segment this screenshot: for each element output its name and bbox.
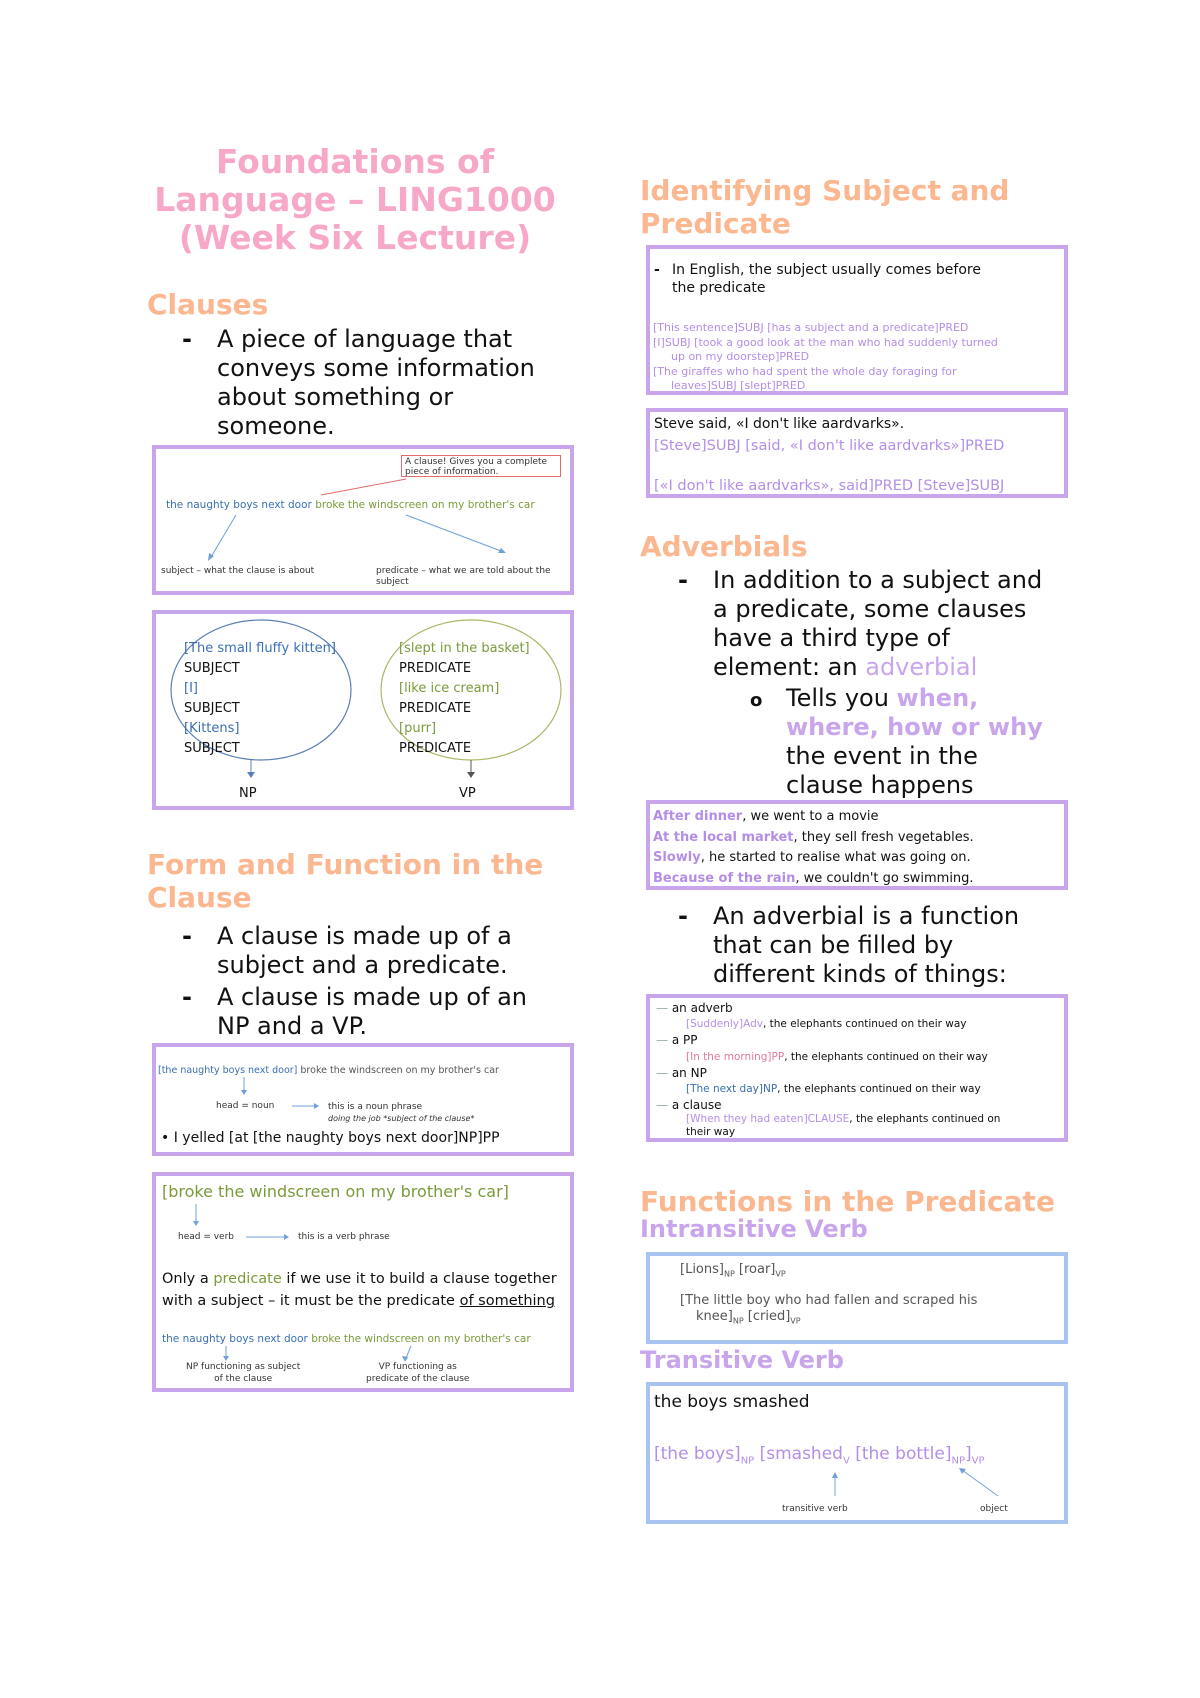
dash-bullet-icon: -: [182, 983, 192, 1011]
adverbial-example: Because of the rain, we couldn't go swimming.: [653, 870, 974, 886]
adverbial-kinds: — an adverb [Suddenly]Adv, the elephants continued on their way — a PP [In the morning]PP, the elephants continued on their way — an NP [The next day]NP, the elephants continued on their way — a clause [When they had eaten]CLAUSE, the elephants continued on their way: [656, 1001, 1001, 1139]
intransitive-box: [646, 1252, 1068, 1344]
adverbial-example: After dinner, we went to a movie: [653, 809, 879, 824]
verb-phrase-label: this is a verb phrase: [298, 1232, 390, 1242]
transitive-verb-label: transitive verb: [782, 1504, 848, 1514]
noun-phrase-figure: [152, 1043, 574, 1156]
form-function-bullet-1: - A clause is made up of a subject and a predicate.: [182, 922, 512, 979]
page-title: Foundations of Language – LING1000 (Week Six Lecture): [154, 142, 556, 257]
vp-label: VP: [459, 786, 476, 801]
identifying-box-1: [646, 245, 1068, 395]
intransitive-example-2: [The little boy who had fallen and scraped his $knee]_{NP}$ $[cried]_{VP}$: [680, 1293, 978, 1326]
dot-bullet-icon: •: [161, 1130, 170, 1146]
steve-analysis-2: [«I don't like aardvarks», said]PRED [Steve]SUBJ: [654, 478, 1005, 494]
clauses-heading: Clauses: [147, 288, 269, 321]
transitive-box: [646, 1382, 1068, 1524]
adverbial-examples-box: [646, 800, 1068, 890]
dash-bullet-icon: —: [656, 1001, 672, 1015]
predicate-label: predicate – what we are told about the subject: [376, 566, 551, 587]
dash-bullet-icon: -: [182, 922, 192, 950]
transitive-sentence: the boys smashed: [654, 1392, 810, 1412]
adverbial-example: Slowly, he started to realise what was going on.: [653, 850, 971, 865]
fig3-sentence: [the naughty boys next door] broke the windscreen on my brother's car: [158, 1065, 499, 1076]
fig1-sentence: the naughty boys next door broke the windscreen on my brother's car: [166, 499, 535, 511]
transitive-arrows: [650, 1386, 1064, 1520]
identifying-examples: [This sentence]SUBJ [has a subject and a predicate]PRED [I]SUBJ [took a good look at the man who had suddenly turned up on my doorstep]PRED [The giraffes who had spent the whole day foraging for leaves]SUBJ [slept]PRED: [653, 321, 998, 392]
form-function-bullet-2: - A clause is made up of an NP and a VP.: [182, 983, 527, 1040]
adverbials-bullet-2: - An adverbial is a function that can be filled by different kinds of things:: [678, 902, 1020, 988]
predicate-functions-heading: Functions in the Predicate: [640, 1185, 1055, 1218]
form-function-heading: Form and Function in the Clause: [147, 848, 544, 914]
adverbial-kinds-box: [646, 994, 1068, 1142]
noun-phrase-label: this is a noun phrase doing the job *subject of the clause*: [328, 1102, 475, 1123]
head-verb-label: head = verb: [178, 1232, 235, 1242]
adverbial-examples: [653, 807, 974, 889]
dash-bullet-icon: —: [656, 1033, 672, 1048]
np-label: NP: [239, 786, 257, 801]
adverbials-sub-bullet: o Tells you when, where, how or why the event in the clause happens: [750, 684, 1043, 799]
callout-box: A clause! Gives you a complete piece of information.: [401, 455, 561, 477]
transitive-analysis: [the $boys]_{NP}$ [smashed$_V$ [the $bottle]_{NP}]_{VP}$: [654, 1444, 985, 1467]
identifying-box-2: [646, 408, 1068, 498]
transitive-heading: Transitive Verb: [640, 1346, 844, 1374]
steve-analysis-1: [Steve]SUBJ [said, «I don't like aardvarks»]PRED: [654, 438, 1005, 454]
fig3-example: • I yelled [at [the naughty boys next door]NP]PP: [161, 1130, 500, 1146]
adverbials-bullet-1: - In addition to a subject and a predicate, some clauses have a third type of element: an adverbial: [678, 566, 1043, 681]
fig4-bracket: [broke the windscreen on my brother's car]: [162, 1182, 509, 1201]
verb-phrase-figure: [152, 1172, 574, 1392]
steve-sentence: Steve said, «I don't like aardvarks».: [654, 416, 905, 432]
np-function-label: NP functioning as subject of the clause: [186, 1362, 301, 1384]
dash-bullet-icon: —: [656, 1065, 672, 1080]
identifying-bullet: - In English, the subject usually comes before the predicate: [654, 262, 981, 296]
intransitive-heading: Intransitive Verb: [640, 1215, 868, 1243]
fig4-explanation: Only a predicate if we use it to build a clause together with a subject – it must be the predicate of something: [162, 1271, 557, 1309]
subject-predicate-figure: [152, 610, 574, 810]
adverbial-example: At the local market, they sell fresh vegetables.: [653, 829, 974, 845]
adverbials-heading: Adverbials: [640, 530, 808, 563]
fig4-sentence: the naughty boys next door broke the windscreen on my brother's car: [162, 1333, 531, 1345]
dash-bullet-icon: -: [678, 566, 688, 594]
fig2-subjects: [The small fluffy kitten] SUBJECT [I] SUBJECT [Kittens] SUBJECT: [184, 641, 336, 756]
dash-bullet-icon: -: [654, 262, 660, 278]
vp-function-label: VP functioning as predicate of the clause: [366, 1362, 470, 1384]
dash-bullet-icon: -: [182, 325, 192, 353]
identifying-heading: Identifying Subject and Predicate: [640, 174, 1010, 240]
head-noun-label: head = noun: [216, 1101, 275, 1111]
intransitive-example-1: $[Lions]_{NP}$ $[roar]_{VP}$: [680, 1262, 786, 1279]
subject-label: subject – what the clause is about: [161, 566, 315, 576]
dash-bullet-icon: -: [678, 902, 688, 930]
fig2-predicates: [slept in the basket] PREDICATE [like ice cream] PREDICATE [purr] PREDICATE: [399, 641, 530, 756]
circle-bullet-icon: o: [750, 690, 763, 711]
object-label: object: [980, 1504, 1008, 1514]
clauses-bullet: - A piece of language that conveys some information about something or someone.: [182, 325, 535, 440]
clause-diagram-figure: [152, 445, 574, 595]
dash-bullet-icon: —: [656, 1098, 672, 1113]
